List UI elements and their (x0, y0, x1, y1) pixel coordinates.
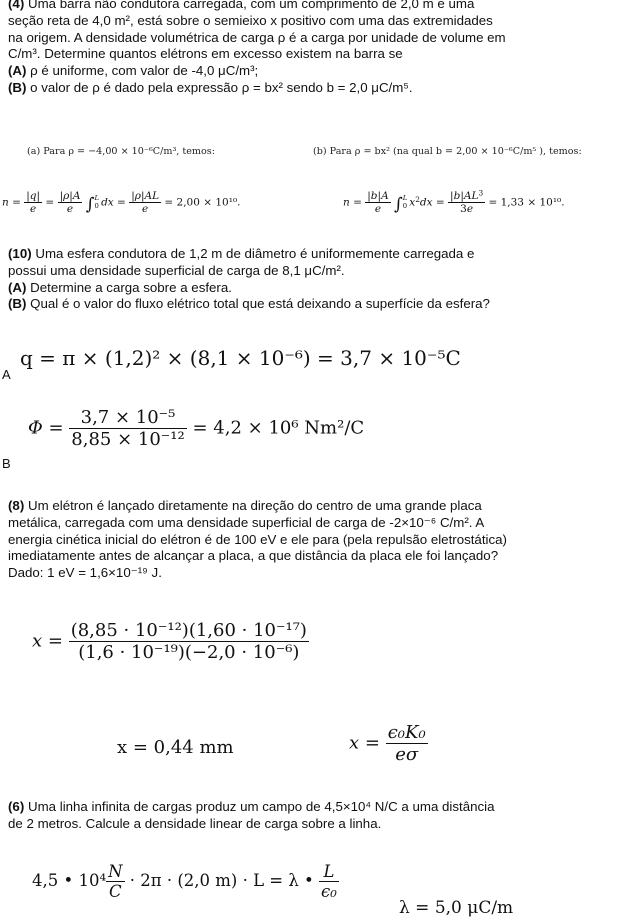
problem-4-line-3: na origem. A densidade volumétrica de carga ρ é a carga por unidade de volume em (8, 29, 506, 45)
problem-4-line-4: C/m³. Determine quantos elétrons em excesso existem na barra se (8, 46, 403, 62)
equation-10a: q = π × (1,2)² × (8,1 × 10⁻⁶) = 3,7 × 10⁻⁵C (20, 346, 461, 370)
result-6: λ = 5,0 μC/m (399, 898, 514, 918)
problem-8-line-3: energia cinética inicial do elétron é de 100 eV e ele para (pela repulsão eletrostática) (8, 531, 507, 547)
problem-10-part-a: (A) Determine a carga sobre a esfera. (8, 279, 232, 295)
problem-4-line-1: (4) Uma barra não condutora carregada, com um comprimento de 2,0 m e uma (8, 0, 616, 13)
problem-6-line-2: de 2 metros. Calcule a densidade linear de carga sobre a linha. (8, 815, 382, 831)
problem-10-line-2: possui uma densidade superficial de carga de 8,1 μC/m². (8, 262, 345, 278)
equation-8: x = $\frac{\text{(8,85 · 10⁻¹²)(1,60 · 10⁻¹⁷)}}{\text{(1,6 · 10⁻¹⁹)(−2,0 · 10⁻⁶)}}$ (32, 620, 307, 663)
problem-8-line-4: imediatamente antes de alcançar a placa, a que distância da placa ele foi lançado? (8, 548, 499, 564)
formula-8: x = $\frac{\text{ϵ₀K₀}}{e\sigma}$ (349, 722, 426, 765)
marker-b: B (2, 456, 11, 471)
problem-4-number: (4) (8, 0, 25, 11)
problem-10-part-b: (B) Qual é o valor do fluxo elétrico total que está deixando a superfície da esfera? (8, 296, 490, 312)
equation-4b-result: = 1,33 × 10¹⁰. (488, 196, 565, 209)
problem-6-line-1: (6) Uma linha infinita de cargas produz um campo de 4,5×10⁴ N/C a uma distância (8, 799, 495, 814)
problem-4-part-b: (B) o valor de ρ é dado pela expressão ρ = bx² sendo b = 2,0 μC/m⁵. (8, 79, 413, 95)
problem-8-line-1: (8) Um elétron é lançado diretamente na direção do centro de uma grande placa (8, 498, 482, 513)
marker-a: A (2, 367, 11, 382)
solution-4a-heading: (a) Para ρ = −4,00 × 10⁻⁶C/m³, temos: (27, 146, 215, 157)
problem-4 (8, 0, 616, 97)
problem-8 (8, 498, 616, 582)
equation-4a: n = $\frac{|q|}{e}$ = $\frac{|\rho|A}{e}$ ∫ L 0 dx = $\frac{|\rho|AL}{e}$ = 2,00 × 10¹⁰. (2, 190, 241, 215)
problem-10 (8, 246, 616, 313)
problem-4-line-2: seção reta de 4,0 m², está sobre o semieixo x positivo com uma das extremidades (8, 12, 493, 28)
problem-8-line-5: Dado: 1 eV = 1,6×10⁻¹⁹ J. (8, 565, 162, 581)
problem-8-line-2: metálica, carregada com uma densidade superficial de carga de -2×10⁻⁶ C/m². A (8, 514, 485, 530)
result-8: x = 0,44 mm (117, 737, 234, 758)
equation-4b: n = $\frac{|b|A}{e}$ ∫ L 0 $x^2dx$ = $\frac{|b|AL^3}{3e}$ = 1,33 × 10¹⁰. (343, 188, 565, 215)
problem-10-line-1: (10) Uma esfera condutora de 1,2 m de diâmetro é uniformemente carregada e (8, 246, 475, 261)
problem-4-part-a: (A) ρ é uniforme, com valor de -4,0 μC/m³; (8, 63, 259, 79)
problem-6 (8, 799, 616, 833)
solution-4b-heading: (b) Para ρ = bx² (na qual b = 2,00 × 10⁻⁶C/m⁵ ), temos: (313, 146, 582, 157)
equation-10b: Φ = $\frac{\text{3,7 × 10⁻⁵}}{\text{8,85 × 10⁻¹²}}$ = 4,2 × 10⁶ Nm²/C (28, 407, 365, 450)
equation-6: 4,5 • 10⁴ $\frac{N}{C}$ · 2π · (2,0 m) · L = λ • $\frac{L}{\text{ϵ₀}}$ (32, 862, 337, 901)
equation-4a-result: = 2,00 × 10¹⁰. (164, 196, 241, 209)
